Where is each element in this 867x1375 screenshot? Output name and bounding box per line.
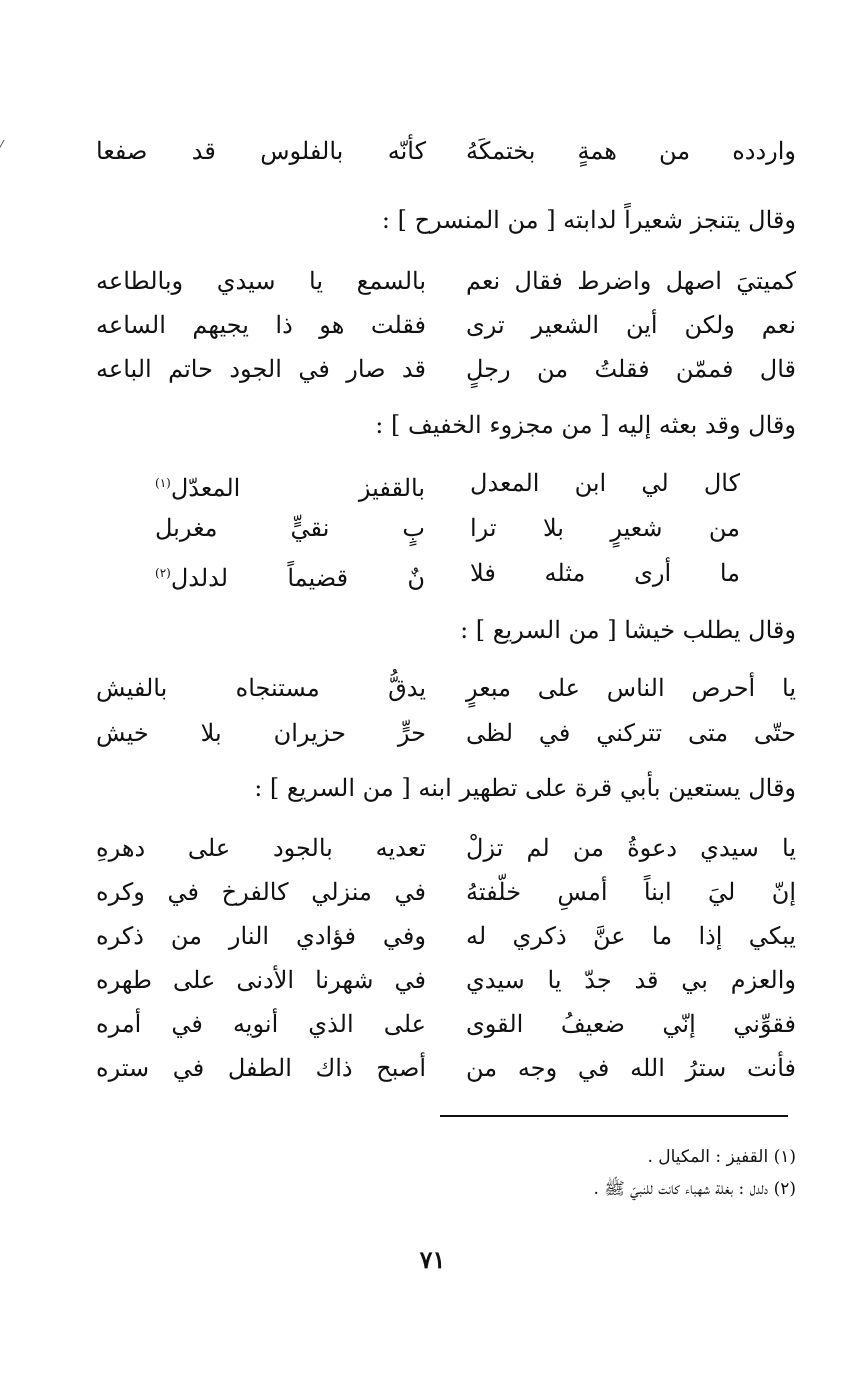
poem-heading: وقال يطلب خيشا [ من السريع ] : <box>461 616 797 644</box>
footnote: (١) القفيز : المكيال . <box>648 1147 797 1167</box>
footnote-marker: (٢) <box>156 566 172 580</box>
verse-second-hemistich: في منزلي كالفرخ في وكره <box>97 878 427 906</box>
verse-first-hemistich: وارددە من همةٍ بختمكَهُ <box>467 137 797 165</box>
verse-line <box>97 869 797 915</box>
verse-first-hemistich: قال فممّن فقلتُ من رجلٍ <box>467 355 797 383</box>
verse-second-hemistich: على الذي أنويه في أمره <box>97 1010 427 1038</box>
verse-first-hemistich: يبكي إذا ما عنَّ ذكري له <box>467 922 797 950</box>
verse-line <box>97 302 797 348</box>
verse-first-hemistich: إنّ ليَ ابناً أمسِ خلّفتهُ <box>467 878 797 906</box>
verse-second-hemistich: أصبح ذاك الطفل في ستره <box>97 1054 427 1082</box>
footnote-marker: (١) <box>156 476 172 490</box>
poem-heading: وقال يتنجز شعيراً لدابته [ من المنسرح ] : <box>382 206 797 234</box>
verse-first-hemistich: كال لي ابن المعدل <box>471 469 741 497</box>
verse-first-hemistich: يا سيدي دعوةُ من لم تزلْ <box>467 834 797 862</box>
verse-first-hemistich: كميتيَ اصهل واضرط فقال نعم <box>467 267 797 295</box>
verse-second-hemistich: بٍ نقيٍّ مغربل <box>156 514 426 542</box>
footnote: (٢) دلدل : بغلة شهباء كانت للنبيّ ﷺ . <box>594 1179 797 1199</box>
verse-line <box>97 913 797 959</box>
verse-first-hemistich: من شعيرٍ بلا ترا <box>471 514 741 542</box>
page-edge-mark <box>0 140 12 156</box>
verse-first-hemistich: يا أحرص الناس على مبعرٍ <box>467 674 797 702</box>
verse-first-hemistich: فأنت سترُ الله في وجه من <box>467 1054 797 1082</box>
verse-line <box>97 825 797 871</box>
poem-heading: وقال يستعين بأبي قرة على تطهير ابنه [ من السريع ] : <box>255 774 797 802</box>
verse-second-hemistich: في شهرنا الأدنى على طهره <box>97 966 427 994</box>
verse-second-hemistich: يدقُّ مستنجاه بالفيش <box>97 674 427 702</box>
footnote-divider <box>441 1115 789 1117</box>
verse-line <box>156 505 741 551</box>
verse-second-hemistich: بالسمع يا سيدي وبالطاعه <box>97 267 427 295</box>
verse-line <box>156 460 741 506</box>
verse-second-hemistich: بالقفيز المعدّل$^{(١)}$ <box>156 474 426 502</box>
verse-first-hemistich: ما أرى مثله فلا <box>471 559 741 587</box>
verse-second-hemistich: وفي فؤادي النار من ذكره <box>97 922 427 950</box>
verse-first-hemistich: والعزم بي قد جدّ يا سيدي <box>467 966 797 994</box>
verse-first-hemistich: نعم ولكن أين الشعير ترى <box>467 311 797 339</box>
verse-second-hemistich: نٌ قضيماً لدلدل$^{(٢)}$ <box>156 564 426 592</box>
verse-second-hemistich: كأنّه بالفلوس قد صفعا <box>97 137 427 165</box>
page-number: ٧١ <box>420 1245 447 1274</box>
verse-line <box>97 1001 797 1047</box>
verse-first-hemistich: فقوِّني إنّي ضعيفُ القوى <box>467 1010 797 1038</box>
verse-line <box>97 957 797 1003</box>
verse-line <box>97 1045 797 1091</box>
verse-line <box>97 665 797 711</box>
verse-second-hemistich: فقلت هو ذا يجيهم الساعه <box>97 311 427 339</box>
poem-heading: وقال وقد بعثه إليه [ من مجزوء الخفيف ] : <box>376 411 797 439</box>
verse-line <box>97 710 797 756</box>
verse-second-hemistich: قد صار في الجود حاتم الباعه <box>97 355 427 383</box>
verse-line <box>97 346 797 392</box>
verse-second-hemistich: حرٍّ حزيران بلا خيش <box>97 719 427 747</box>
verse-second-hemistich: تعديه بالجود على دهرهِ <box>97 834 427 862</box>
verse-line <box>97 258 797 304</box>
verse-first-hemistich: حتّى متى تتركني في لظى <box>467 719 797 747</box>
verse-line <box>156 550 741 596</box>
verse-line <box>97 128 797 174</box>
